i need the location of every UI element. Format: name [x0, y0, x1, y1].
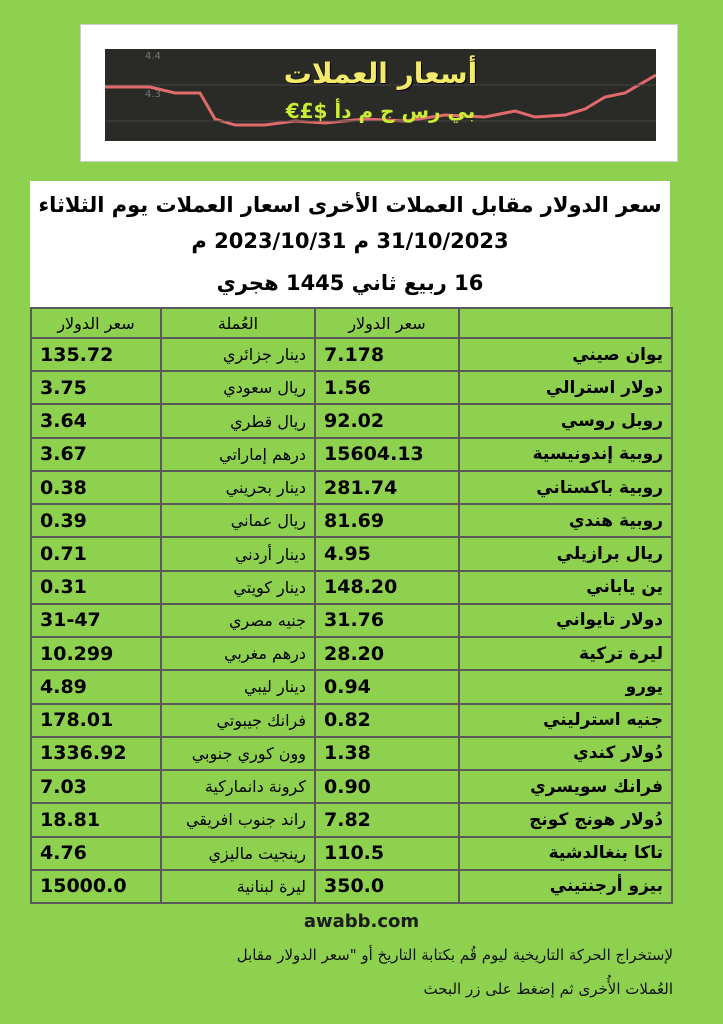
usd-rate: 81.69	[315, 504, 459, 537]
currency-name: ليرة تركية	[459, 637, 672, 670]
currency-name: يورو	[459, 670, 672, 703]
table-row	[31, 803, 672, 836]
table-row	[31, 704, 672, 737]
currency-rates-table	[30, 307, 673, 904]
usd-rate: 15604.13	[315, 438, 459, 471]
usd-rate: 10.299	[31, 637, 161, 670]
usd-rate: 4.76	[31, 837, 161, 870]
banner-subtitle: €£$ بي رس ج م دأ	[285, 99, 476, 123]
currency-name: دُولار كندي	[459, 737, 672, 770]
table-row	[31, 504, 672, 537]
table-row	[31, 404, 672, 437]
usd-rate: 31-47	[31, 604, 161, 637]
currency-name: دولار تايواني	[459, 604, 672, 637]
usd-rate: 281.74	[315, 471, 459, 504]
usd-rate: 0.82	[315, 704, 459, 737]
table-row	[31, 837, 672, 870]
table-row	[31, 438, 672, 471]
usd-rate: 0.39	[31, 504, 161, 537]
header-usd-price-2: سعر الدولار	[31, 308, 161, 338]
currency-name: فرانك جيبوتي	[161, 704, 315, 737]
usd-rate: 18.81	[31, 803, 161, 836]
currency-name: ليرة لبنانية	[161, 870, 315, 903]
currency-name: دينار بحريني	[161, 471, 315, 504]
currency-name: دولار استرالي	[459, 371, 672, 404]
table-row	[31, 338, 672, 371]
banner-title: أسعار العملات	[283, 57, 478, 90]
usd-rate: 4.89	[31, 670, 161, 703]
header-hijri-date: 16 ربيع ثاني 1445 هجري	[216, 271, 484, 295]
currency-name: دينار جزائري	[161, 338, 315, 371]
currency-name: ريال سعودي	[161, 371, 315, 404]
currency-name: روبية باكستاني	[459, 471, 672, 504]
usd-rate: 0.94	[315, 670, 459, 703]
currency-name: روبل روسي	[459, 404, 672, 437]
site-url: awabb.com	[303, 911, 420, 932]
currency-name: روبية هندي	[459, 504, 672, 537]
usd-rate: 3.64	[31, 404, 161, 437]
banner-tick-top: 4.4	[145, 51, 161, 62]
footer-note-line-2: العُملات الأُخرى ثم إضغط على زر البحث	[423, 980, 673, 998]
usd-rate: 31.76	[315, 604, 459, 637]
usd-rate: 350.0	[315, 870, 459, 903]
usd-rate: 4.95	[315, 537, 459, 570]
header-currency-1	[459, 308, 672, 338]
usd-rate: 28.20	[315, 637, 459, 670]
currency-name: جنيه مصري	[161, 604, 315, 637]
currency-name: فرانك سويسري	[459, 770, 672, 803]
currency-name: وون كوري جنوبي	[161, 737, 315, 770]
currency-name: روبية إندونيسية	[459, 438, 672, 471]
usd-rate: 15000.0	[31, 870, 161, 903]
currency-name: جنيه استرليني	[459, 704, 672, 737]
table-row	[31, 870, 672, 903]
usd-rate: 0.38	[31, 471, 161, 504]
header-gregorian-date: 31/10/2023 م 2023/10/31 م	[191, 229, 509, 253]
usd-rate: 148.20	[315, 571, 459, 604]
usd-rate: 110.5	[315, 837, 459, 870]
currency-name: ين ياباني	[459, 571, 672, 604]
currency-name: ريال عماني	[161, 504, 315, 537]
currency-name: درهم مغربي	[161, 637, 315, 670]
currency-name: بيزو أرجنتيني	[459, 870, 672, 903]
usd-rate: 0.90	[315, 770, 459, 803]
usd-rate: 1.38	[315, 737, 459, 770]
table-row	[31, 604, 672, 637]
table-row	[31, 537, 672, 570]
usd-rate: 0.71	[31, 537, 161, 570]
table-row	[31, 637, 672, 670]
currency-name: ريال قطري	[161, 404, 315, 437]
banner-tick-mid: 4.3	[145, 89, 161, 100]
usd-rate: 7.03	[31, 770, 161, 803]
currency-name: تاكا بنغالدشية	[459, 837, 672, 870]
table-row	[31, 471, 672, 504]
currency-name: دينار كويتي	[161, 571, 315, 604]
table-row	[31, 371, 672, 404]
table-row	[31, 571, 672, 604]
currency-name: رينجيت ماليزي	[161, 837, 315, 870]
currency-name: دينار ليبي	[161, 670, 315, 703]
usd-rate: 7.178	[315, 338, 459, 371]
currency-name: يوان صيني	[459, 338, 672, 371]
currency-name: درهم إماراتي	[161, 438, 315, 471]
header-usd-price-1: سعر الدولار	[315, 308, 459, 338]
header-title-line: سعر الدولار مقابل العملات الأخرى اسعار العملات يوم الثلاثاء	[38, 193, 662, 217]
currency-name: كرونة دانماركية	[161, 770, 315, 803]
currency-name: راند جنوب افريقي	[161, 803, 315, 836]
usd-rate: 3.75	[31, 371, 161, 404]
usd-rate: 135.72	[31, 338, 161, 371]
date-header	[30, 181, 670, 307]
banner-frame	[80, 24, 678, 162]
table-row	[31, 670, 672, 703]
header-currency-2: العُملة	[161, 308, 315, 338]
usd-rate: 1336.92	[31, 737, 161, 770]
usd-rate: 0.31	[31, 571, 161, 604]
currency-name: دُولار هونج كونج	[459, 803, 672, 836]
table-row	[31, 737, 672, 770]
banner-image	[105, 49, 656, 141]
usd-rate: 1.56	[315, 371, 459, 404]
usd-rate: 178.01	[31, 704, 161, 737]
usd-rate: 92.02	[315, 404, 459, 437]
usd-rate: 7.82	[315, 803, 459, 836]
footer-note-line-1: لإستخراج الحركة التاريخية ليوم قُم بكتابة التاريخ أو "سعر الدولار مقابل	[236, 946, 673, 964]
table-header-row	[31, 308, 672, 338]
table-row	[31, 770, 672, 803]
currency-name: دينار أردني	[161, 537, 315, 570]
usd-rate: 3.67	[31, 438, 161, 471]
currency-name: ريال برازيلي	[459, 537, 672, 570]
